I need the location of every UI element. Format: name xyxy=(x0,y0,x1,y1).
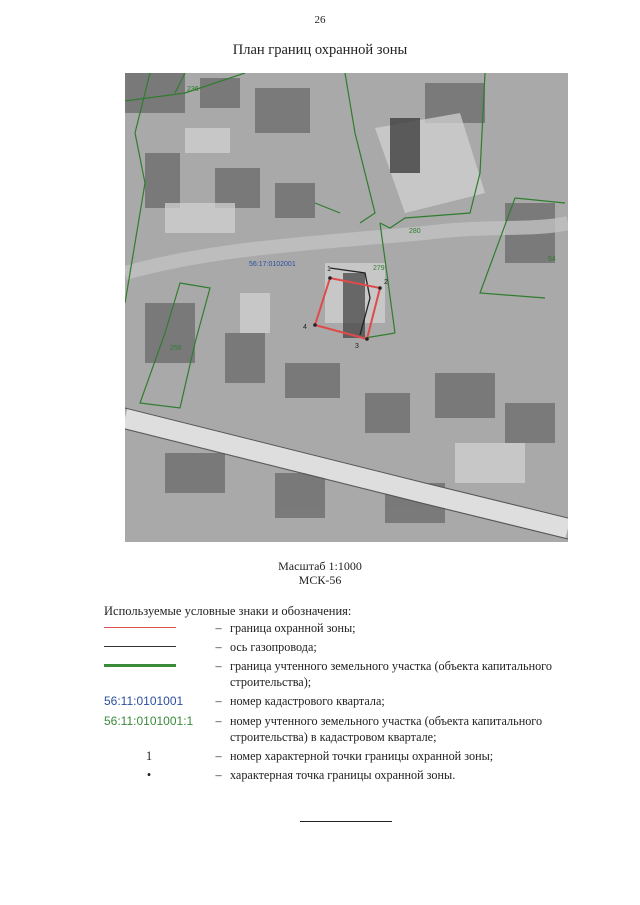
scale-block xyxy=(0,559,640,587)
legend-dash: – xyxy=(215,694,222,708)
legend-desc: граница охранной зоны; xyxy=(230,621,356,635)
page-title: План границ охранной зоны xyxy=(232,42,408,58)
legend-dash: – xyxy=(215,714,222,728)
legend-item-protection-zone xyxy=(104,620,594,636)
legend-desc: номер характерной точки границы охранной зоны; xyxy=(230,749,494,763)
legend-symbol-quarter-number: 56:11:0101001 xyxy=(104,694,184,708)
legend-item-gas-pipeline xyxy=(104,639,594,655)
legend-item-parcel-number xyxy=(104,713,594,745)
legend-dash: – xyxy=(215,749,222,763)
legend-heading: Используемые условные знаки и обозначения: xyxy=(104,604,352,618)
map-point-label-1: 1 xyxy=(327,266,331,273)
scale-text: Масштаб 1:1000 xyxy=(278,559,362,573)
separator-line xyxy=(300,821,392,822)
map-label-236: 236 xyxy=(187,86,199,93)
legend-dash: – xyxy=(215,659,222,673)
map-label-279: 279 xyxy=(373,265,385,272)
legend-dash: – xyxy=(215,640,222,654)
legend-desc: характерная точка границы охранной зоны. xyxy=(230,768,456,782)
map-label-cadastral-quarter: 56:17:0102001 xyxy=(249,261,296,268)
aerial-map xyxy=(125,73,568,542)
legend-symbol-red-line xyxy=(104,620,207,636)
legend-item-point xyxy=(104,767,594,783)
legend-desc: граница учтенного земельного участка (объекта капитального строительства); xyxy=(230,659,552,689)
legend-symbol-point-number: 1 xyxy=(145,749,153,763)
map-label-54: 54 xyxy=(548,256,556,263)
legend-symbol-black-line xyxy=(104,639,207,655)
page-number: 26 xyxy=(314,14,326,26)
legend-desc: номер кадастрового квартала; xyxy=(230,694,385,708)
legend-item-point-number xyxy=(104,748,594,764)
legend-dash: – xyxy=(215,621,222,635)
legend-symbol-point-dot: • xyxy=(146,768,152,782)
legend-desc: ось газопровода; xyxy=(230,640,317,654)
legend-dash: – xyxy=(215,768,222,782)
map-point-label-4: 4 xyxy=(303,324,307,331)
legend-desc: номер учтенного земельного участка (объекта капитального строительства) в кадастровом квартале; xyxy=(230,714,543,744)
map-label-280: 280 xyxy=(409,228,421,235)
map-label-256: 256 xyxy=(170,345,182,352)
map-point-label-3: 3 xyxy=(355,343,359,350)
legend-symbol-parcel-number: 56:11:0101001:1 xyxy=(104,714,194,728)
legend-symbol-green-line xyxy=(104,658,207,674)
coordinate-system-text: МСК-56 xyxy=(298,573,342,587)
map-point-label-2: 2 xyxy=(384,279,388,286)
legend-item-cadastral-quarter xyxy=(104,693,594,709)
legend-item-parcel-boundary xyxy=(104,658,594,690)
legend xyxy=(104,620,594,786)
